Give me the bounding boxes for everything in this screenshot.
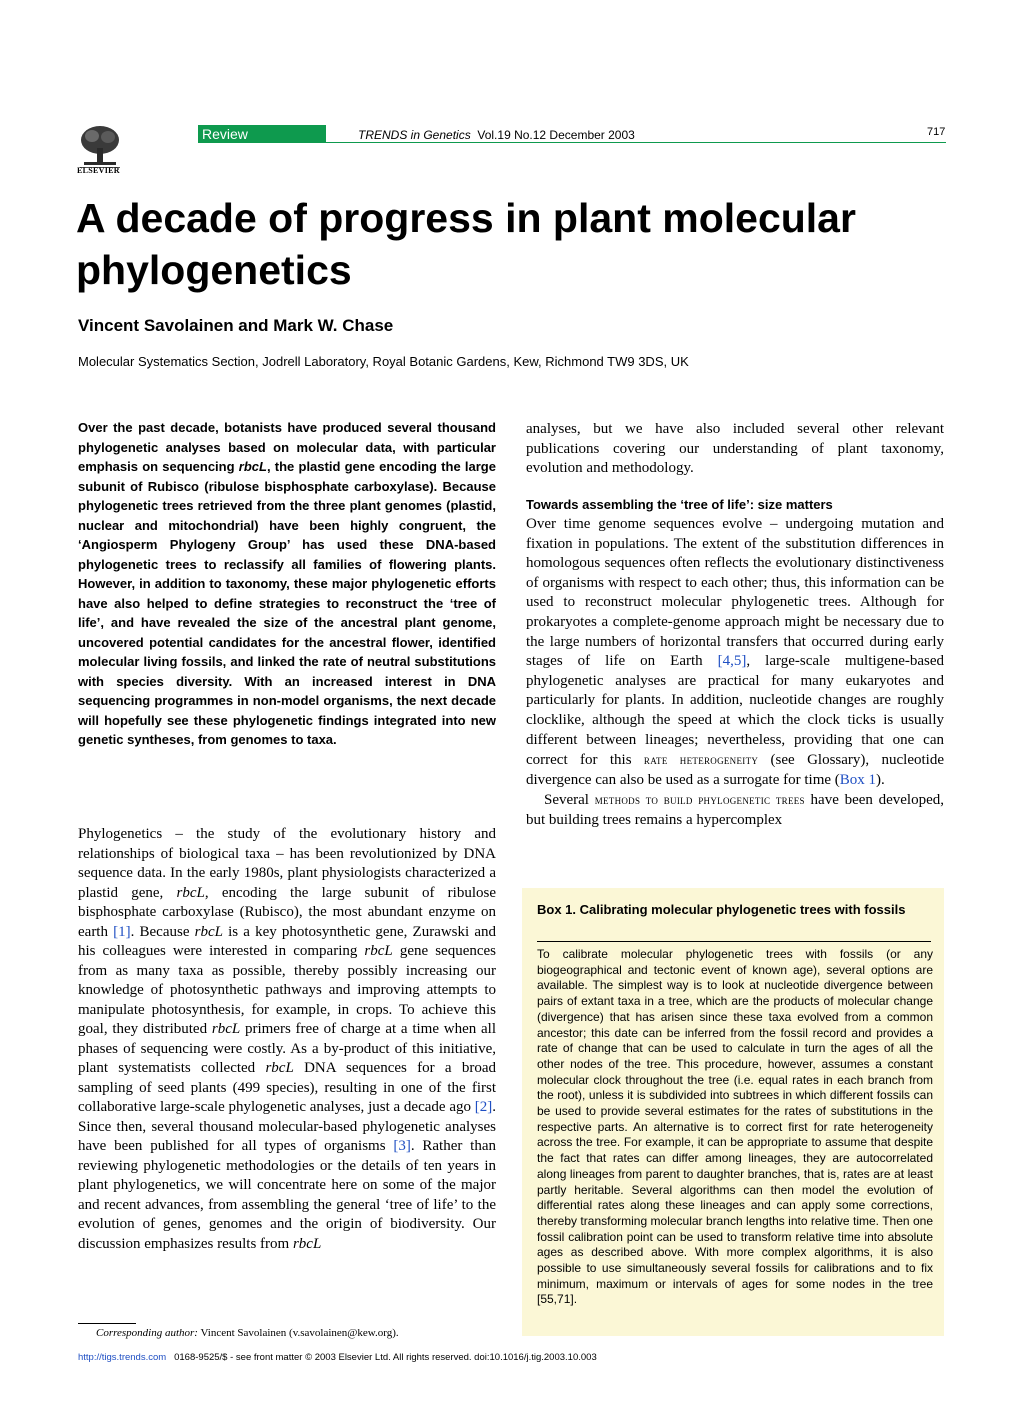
intro-text: , encoding the large subunit of ribulose bisphosphate carboxylase (Rubisco), the most abundant enzyme on earth	[78, 884, 496, 940]
gene-name: rbcL	[211, 1021, 241, 1037]
intro-paragraph	[78, 825, 496, 1254]
gene-name: rbcL	[265, 1060, 294, 1076]
glossary-term[interactable]: rate heterogeneity	[643, 752, 759, 768]
author-affiliation: Molecular Systematics Section, Jodrell Laboratory, Royal Botanic Gardens, Kew, Richmond TW9 3DS, UK	[78, 354, 689, 369]
publisher-logo-text: ELSEVIER	[77, 166, 120, 175]
section-label: Review	[202, 126, 248, 142]
glossary-term[interactable]: methods to build phylogenetic trees	[594, 792, 805, 808]
journal-url-link[interactable]: http://tigs.trends.com	[78, 1352, 167, 1363]
intro-text: . Since then, several thousand molecular-based phylogenetic analyses have been published for all types of organisms	[78, 1099, 496, 1154]
intro-text: is a key photosynthetic gene, Zurawski and his colleagues were interested in comparing	[78, 923, 496, 959]
gene-name: rbcL	[292, 1235, 322, 1252]
footnote-rule	[78, 1323, 136, 1324]
box-1-title: Box 1. Calibrating molecular phylogenetic trees with fossils	[537, 902, 906, 917]
reference-link[interactable]: [4,5]	[717, 653, 747, 670]
page-footer	[78, 1352, 597, 1363]
intro-text: . Rather than reviewing phylogenetic methodologies or the details of ten years in plant phylogenetics, we will concentrate here on some of the major and recent advances, from assembling the general ‘tree of life’ to the evolution of genes, genomes and the origin of biodiversity. Our discussion emphasizes results from	[78, 1138, 496, 1252]
body-text: (see Glossary), nucleotide divergence can also be used as a surrogate for time (	[526, 752, 945, 788]
abstract-paragraph	[78, 418, 496, 750]
intro-text: gene sequences from as many taxa as possible, thereby possibly increasing our knowledge of photosynthetic pathways and improving attempts to manipulate photosynthesis, for example, in crops. To achieve this goal, they distributed	[78, 943, 496, 1037]
corresponding-author-note	[96, 1327, 399, 1339]
gene-name: rbcL	[194, 923, 223, 940]
abstract-text-2: , the plastid gene encoding the large subunit of Rubisco (ribulose bisphosphate carboxylase). Because phylogenetic trees retrieved from the three plant genomes (plastid, nuclear and mitochondrial) have been highly congruent, the ‘Angiosperm Phylogeny Group’ has used these DNA-based phylogenetic trees to reclassify all families of flowering plants. However, in addition to taxonomy, these major phylogenetic efforts have also helped to define strategies to reconstruct the ‘tree of life’, and have revealed the size of the ancestral plant genome, uncovered potential candidates for the ancestral flower, identified molecular living fossils, and linked the rate of neutral substitutions with species diversity. With an increased interest in DNA sequencing programmes in non-model organisms, the next decade will hopefully see these phylogenetic findings integrated into new genetic syntheses, from genomes to taxa.	[78, 459, 496, 747]
box-link[interactable]: Box 1	[839, 771, 877, 788]
volume-info: Vol.19 No.12 December 2003	[477, 128, 635, 142]
header-rule	[326, 142, 946, 143]
intro-text: Phylogenetics – the study of the evolutionary history and relationships of biological taxa – has been revolutionized by DNA sequence data. In the early 1980s, plant physiologists characterized a plastid gene,	[78, 826, 496, 901]
gene-name: rbcL	[364, 943, 393, 959]
continuation-text: analyses, but we have also included several other relevant publications covering our understanding of plant taxonomy, evolution and methodology.	[526, 421, 944, 476]
body-text: Several	[544, 792, 595, 809]
footnote-text: Vincent Savolainen (v.savolainen@kew.org).	[197, 1327, 399, 1339]
intro-text: primers free of charge at a time when all phases of sequencing were costly. As a by-product of this initiative, plant systematists collected	[78, 1021, 497, 1076]
page-number: 717	[927, 126, 946, 138]
reference-link[interactable]: [2]	[474, 1099, 493, 1115]
section-heading: Towards assembling the ‘tree of life’: size matters	[526, 497, 833, 512]
journal-info	[358, 128, 635, 142]
box-1-rule	[537, 941, 931, 942]
section-body	[526, 515, 944, 831]
footnote-label: Corresponding author:	[96, 1327, 198, 1339]
abstract	[78, 418, 496, 750]
journal-name: TRENDS in Genetics	[358, 128, 471, 142]
intro-text: DNA sequences for a broad sampling of seed plants (499 species), resulting in one of the first collaborative large-scale phylogenetic analyses, just a decade ago	[78, 1060, 496, 1115]
abstract-text-1: Over the past decade, botanists have produced several thousand phylogenetic analyses based on molecular data, with particular emphasis on sequencing	[78, 420, 496, 474]
box-1-text: To calibrate molecular phylogenetic trees with fossils (or any biogeographical and tectonic event of known age), several options are available. The simplest way is to look at nucleotide divergence between pairs of extant taxa in a tree, which are the products of molecular change (divergence) that has arisen since these taxa evolved from a common ancestor; this date can be inferred from the fossil record and provides a rate of change that can be used to calculate in turn the ages of all the other nodes of the tree. This procedure, however, assumes a constant molecular clock throughout the tree (i.e. equal rates in each branch from the root), unless it is subdivided into subtrees in which different fossils can be used to provide several estimates for the rates of substitutions in the respective parts. An alternative is to correct first for rate heterogeneity across the tree. For example, it can be appropriate to assume that despite the fact that rates can differ among lineages, they are autocorrelated along lineages from parent to daughter branches, that is, rates are at least partly heritable. Several algorithms can then model the evolution of differential rates along these lineages and can apply some corrections, thereby transforming molecular branch lengths into relative time. Then one fossil calibration point can be used to transform relative time into absolute ages as described above. With more complex algorithms, it is also possible to use simultaneously several fossils for calibrations and to fix minimum, maximum or intervals of ages for some nodes in the tree [55,71].	[537, 947, 933, 1307]
body-text: have been developed, but building trees remains a hypercomplex	[526, 792, 944, 828]
gene-name: rbcL	[238, 459, 267, 474]
intro-text: . Because	[130, 923, 195, 940]
continuation-paragraph	[526, 420, 944, 479]
section-paragraph-1	[526, 515, 944, 790]
body-text: Over time genome sequences evolve – undergoing mutation and fixation in populations. The extent of the substitution differences in homologous sequences often reflects the evolutionary distinctiveness of organisms with respect to each other; thus, this information can be used to reconstruct molecular phylogenetic trees. Although for prokaryotes a complete-genome approach might be necessary due to the large numbers of horizontal transfers that occurred during early stages of life on Earth	[526, 516, 944, 670]
gene-name: rbcL	[176, 884, 205, 901]
body-text: , large-scale multigene-based phylogenetic analyses are practical for many eukaryotes and particularly for plants. In addition, nucleotide changes are roughly clocklike, although the speed at which the clock ticks is usually different between lineages; nevertheless, providing that one can correct for this	[526, 653, 944, 769]
reference-link[interactable]: [3]	[393, 1138, 411, 1154]
copyright-info: 0168-9525/$ - see front matter © 2003 Elsevier Ltd. All rights reserved. doi:10.1016/j.tig.2003.10.003	[174, 1352, 597, 1363]
article-authors: Vincent Savolainen and Mark W. Chase	[78, 316, 394, 335]
reference-link[interactable]: [1]	[113, 923, 131, 940]
body-text: ).	[876, 771, 885, 788]
article-title: A decade of progress in plant molecular phylogenetics	[76, 195, 856, 293]
section-paragraph-2	[526, 790, 944, 830]
